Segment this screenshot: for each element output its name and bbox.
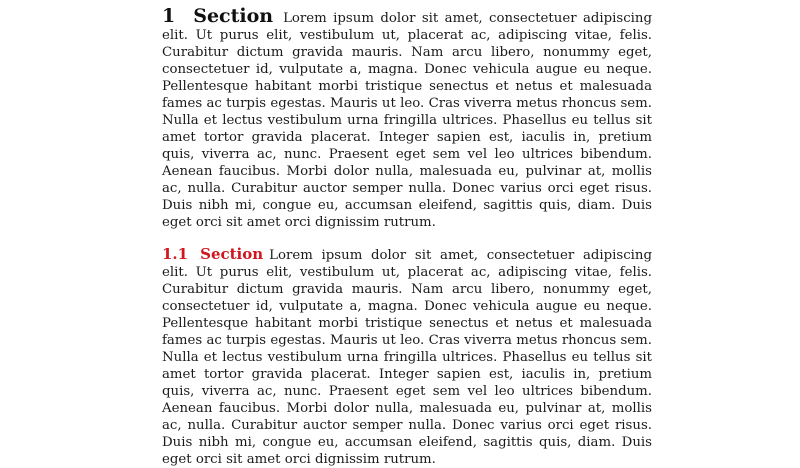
subsection-1-1-heading	[162, 245, 263, 263]
subsection-1-1-body: Lorem ipsum dolor sit amet, consectetuer adipiscing elit. Ut purus elit, vestibulum ut, placerat ac, adipiscing vitae, felis. Curabitur dictum gravida mauris. Nam arcu libero, nonummy eget, consectetuer id, vulputate a, magna. Donec vehicula augue eu neque. Pellentesque habitant morbi tristique senectus et netus et malesuada fames ac turpis egestas. Mauris ut leo. Cras viverra metus rhoncus sem. Nulla et lectus vestibulum urna fringilla ultrices. Phasellus eu tellus sit amet tortor gravida placerat. Integer sapien est, iaculis in, pretium quis, viverra ac, nunc. Praesent eget sem vel leo ultrices bibendum. Aenean faucibus. Morbi dolor nulla, malesuada eu, pulvinar at, mollis ac, nulla. Curabitur auctor semper nulla. Donec varius orci eget risus. Duis nibh mi, congue eu, accumsan eleifend, sagittis quis, diam. Duis eget orci sit amet orci dignissim rutrum.	[162, 248, 652, 467]
subsection-1-1-title: Section	[200, 245, 264, 263]
section-1-body: Lorem ipsum dolor sit amet, consectetuer adipiscing elit. Ut purus elit, vestibulum ut, placerat ac, adipiscing vitae, felis. Curabitur dictum gravida mauris. Nam arcu libero, nonummy eget, consectetuer id, vulputate a, magna. Donec vehicula augue eu neque. Pellentesque habitant morbi tristique senectus et netus et malesuada fames ac turpis egestas. Mauris ut leo. Cras viverra metus rhoncus sem. Nulla et lectus vestibulum urna fringilla ultrices. Phasellus eu tellus sit amet tortor gravida placerat. Integer sapien est, iaculis in, pretium quis, viverra ac, nunc. Praesent eget sem vel leo ultrices bibendum. Aenean faucibus. Morbi dolor nulla, malesuada eu, pulvinar at, mollis ac, nulla. Curabitur auctor semper nulla. Donec varius orci eget risus. Duis nibh mi, congue eu, accumsan eleifend, sagittis quis, diam. Duis eget orci sit amet orci dignissim rutrum.	[162, 11, 652, 230]
section-1-number: 1	[162, 5, 176, 27]
section-1-heading	[162, 5, 273, 27]
document-page	[162, 5, 652, 468]
section-1-paragraph	[162, 5, 652, 231]
section-1-title: Section	[193, 5, 274, 27]
subsection-1-1-number: 1.1	[162, 245, 189, 263]
subsection-1-1	[162, 246, 652, 468]
subsection-1-1-paragraph	[162, 246, 652, 468]
section-1	[162, 5, 652, 231]
